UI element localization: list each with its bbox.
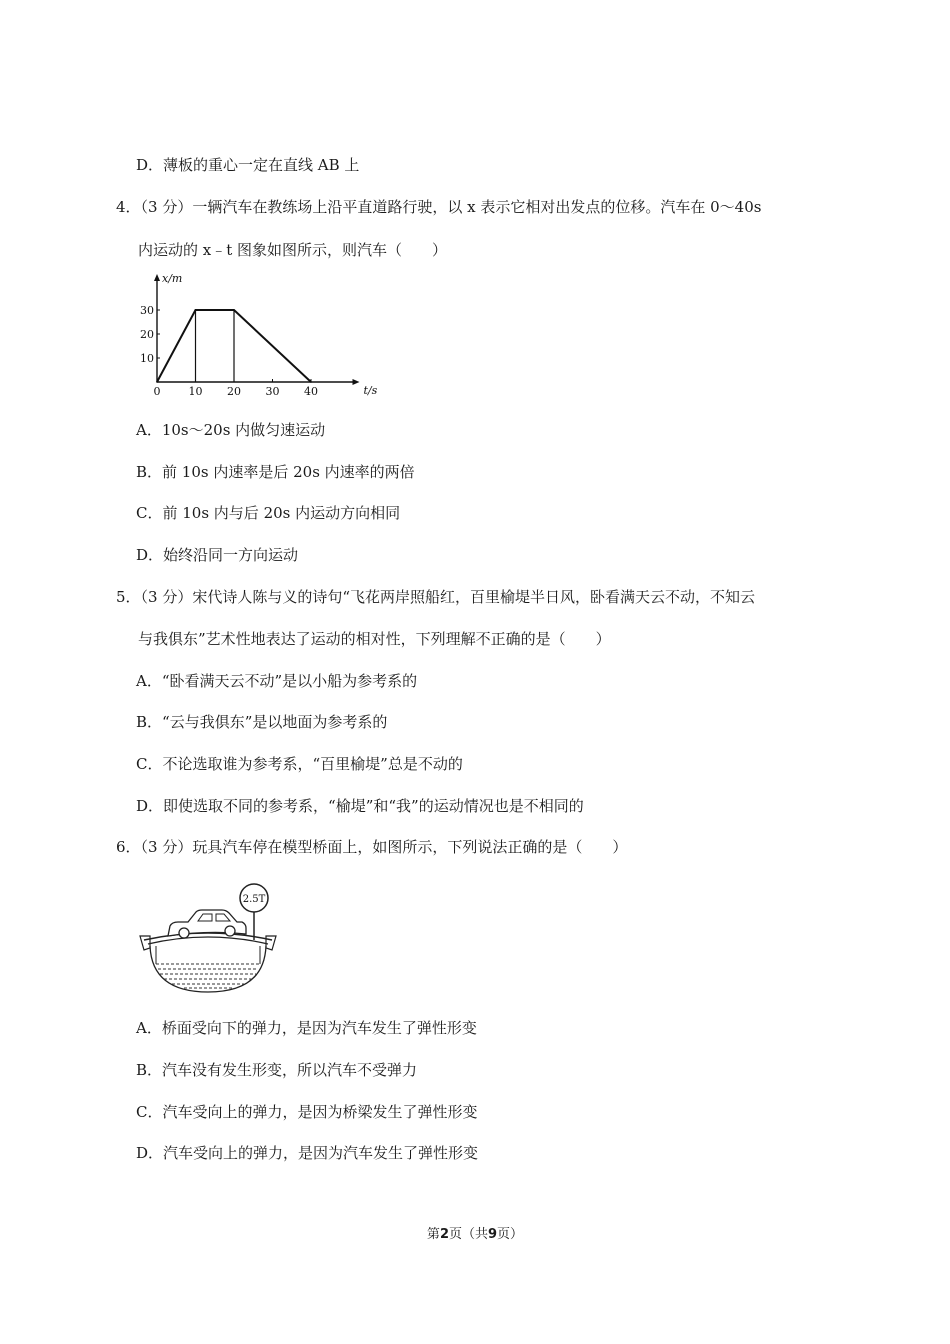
- q5-option-d: D．即使选取不同的参考系，“榆堤”和“我”的运动情况也是不相同的: [136, 797, 584, 815]
- q4-option-b: B．前 10s 内速率是后 20s 内速率的两倍: [136, 463, 415, 481]
- q6-option-b: B．汽车没有发生形变，所以汽车不受弹力: [136, 1061, 418, 1079]
- x-tick-label: 40: [304, 385, 318, 398]
- data-point: [310, 381, 312, 383]
- x-axis-arrow: [353, 379, 360, 385]
- x-tick-label: 10: [188, 385, 203, 398]
- data-point: [195, 309, 197, 311]
- footer-middle: 页（共: [448, 1227, 488, 1242]
- x-tick-label: 30: [265, 385, 280, 398]
- q5-option-c: C．不论选取谁为参考系，“百里榆堤”总是不动的: [136, 755, 463, 773]
- data-point: [156, 381, 158, 383]
- q4-option-a: A．10s～20s 内做匀速运动: [136, 421, 326, 439]
- x-tick-label: 20: [227, 385, 241, 398]
- q6-stem-line1: 6．（3 分）玩具汽车停在模型桥面上，如图所示，下列说法正确的是（ ）: [116, 838, 628, 856]
- toy-car: [168, 910, 246, 938]
- y-axis-label: x/m: [162, 272, 183, 285]
- q4-stem-line1: 4．（3 分）一辆汽车在教练场上沿平直道路行驶，以 x 表示它相对出发点的位移。汽车在 0～40s: [116, 198, 762, 216]
- q5-stem-line2: 与我俱东”艺术性地表达了运动的相对性，下列理解不正确的是（ ）: [138, 630, 611, 648]
- footer-page-number: 2: [439, 1227, 449, 1242]
- weight-limit-text: 2.5T: [242, 894, 266, 905]
- q4-option-c: C．前 10s 内与后 20s 内运动方向相同: [136, 504, 401, 522]
- y-tick-label: 20: [140, 328, 154, 341]
- footer-total-pages: 9: [488, 1227, 498, 1242]
- q5-option-b: B．“云与我俱东”是以地面为参考系的: [136, 713, 388, 731]
- y-tick-label: 30: [140, 304, 154, 317]
- q5-option-a: A．“卧看满天云不动”是以小船为参考系的: [136, 672, 418, 690]
- page-footer: [0, 1226, 950, 1244]
- bridge-figure: [138, 880, 278, 995]
- x-tick-label: 0: [153, 385, 161, 398]
- x-axis-label: t/s: [363, 384, 378, 397]
- q4-stem-line2: 内运动的 x﹣t 图象如图所示，则汽车（ ）: [138, 241, 448, 259]
- q6-option-d: D．汽车受向上的弹力，是因为汽车发生了弹性形变: [136, 1144, 479, 1162]
- data-point: [233, 309, 235, 311]
- q5-stem-line1: 5．（3 分）宋代诗人陈与义的诗句“飞花两岸照船红，百里榆堤半日风，卧看满天云不动，不知云: [116, 588, 756, 606]
- q6-option-a: A．桥面受向下的弹力，是因为汽车发生了弹性形变: [136, 1019, 477, 1037]
- y-axis-arrow: [154, 274, 160, 281]
- xt-graph: [140, 270, 380, 410]
- q6-option-c: C．汽车受向上的弹力，是因为桥梁发生了弹性形变: [136, 1103, 478, 1121]
- prev-question-option-d: D．薄板的重心一定在直线 AB 上: [136, 156, 360, 174]
- footer-prefix: 第: [426, 1227, 440, 1242]
- y-tick-label: 10: [140, 352, 154, 365]
- footer-suffix: 页）: [497, 1227, 524, 1242]
- q4-option-d: D．始终沿同一方向运动: [136, 546, 299, 564]
